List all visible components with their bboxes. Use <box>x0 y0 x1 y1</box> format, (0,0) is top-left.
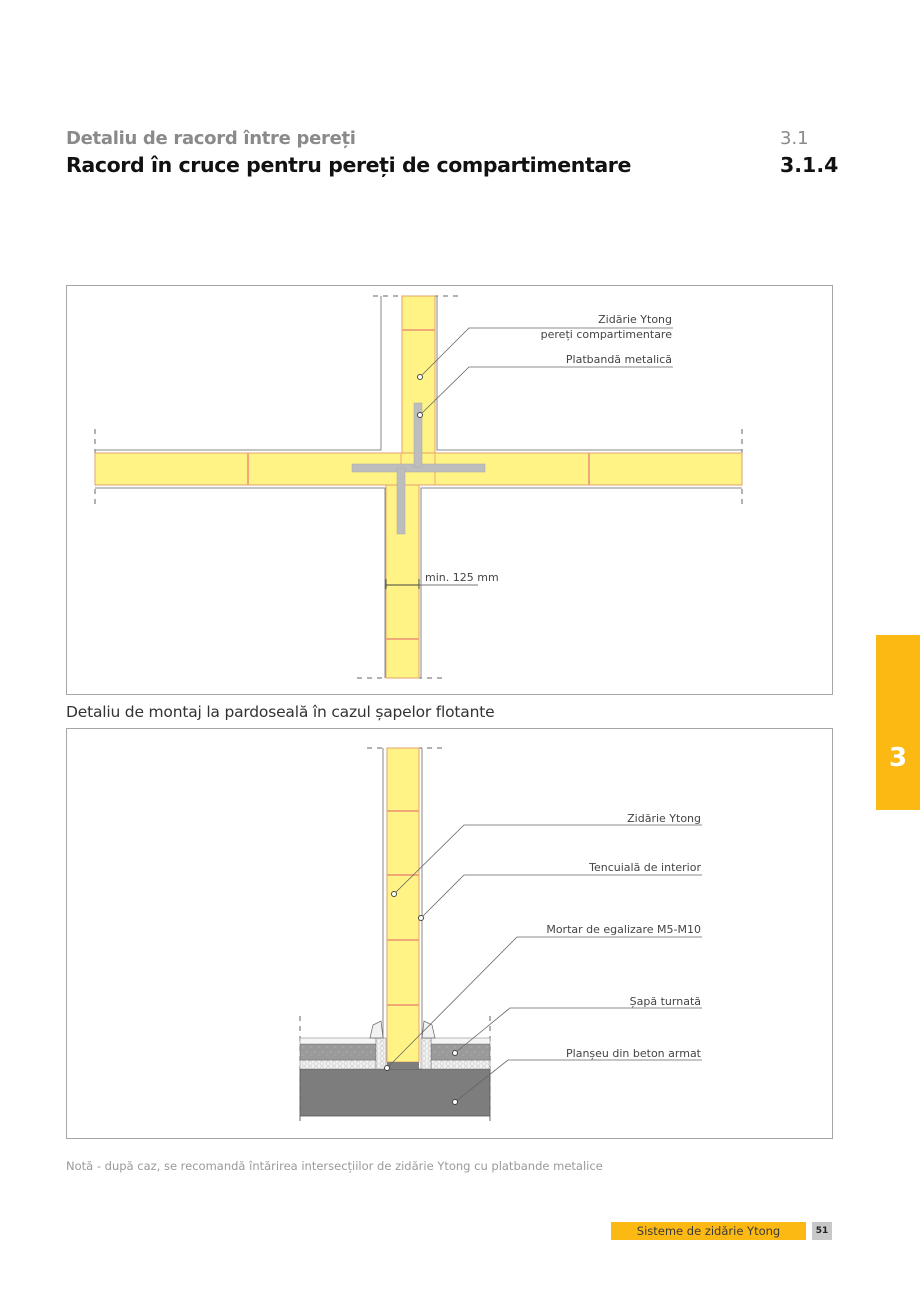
label-min-thickness: min. 125 mm <box>425 571 499 584</box>
footer-series: Sisteme de zidărie Ytong <box>636 1224 781 1238</box>
figure2-caption: Detaliu de montaj la pardoseală în cazul șapelor flotante <box>66 703 495 721</box>
figure-cross-junction <box>66 285 833 695</box>
section-title: Detaliu de racord între pereți <box>66 128 356 149</box>
page-number-ref: 3.1.4 <box>780 153 839 177</box>
floor-detail-drawing <box>67 729 834 1140</box>
page-number: 51 <box>812 1222 832 1240</box>
page-title: Racord în cruce pentru pereți de compartimentare <box>66 153 632 177</box>
label-concrete-slab: Planșeu din beton armat <box>566 1047 701 1060</box>
cross-junction-drawing <box>67 286 834 696</box>
label-poured-screed: Șapă turnată <box>629 995 701 1008</box>
label-interior-plaster: Tencuială de interior <box>589 861 701 874</box>
chapter-tab <box>876 635 920 810</box>
label-metal-strip: Platbandă metalică <box>565 353 672 366</box>
label-masonry: Zidărie Ytong <box>627 812 701 825</box>
figure-floor-detail <box>66 728 833 1139</box>
footer-series-bar <box>611 1222 806 1240</box>
footnote: Notă - după caz, se recomandă întărirea intersecțiilor de zidărie Ytong cu platbande metalice <box>66 1159 603 1173</box>
label-masonry-line2: pereți compartimentare <box>540 328 672 341</box>
chapter-number: 3 <box>888 743 908 773</box>
label-leveling-mortar: Mortar de egalizare M5-M10 <box>546 923 701 936</box>
label-masonry-line1: Zidărie Ytong <box>598 313 672 326</box>
section-number: 3.1 <box>780 128 809 149</box>
